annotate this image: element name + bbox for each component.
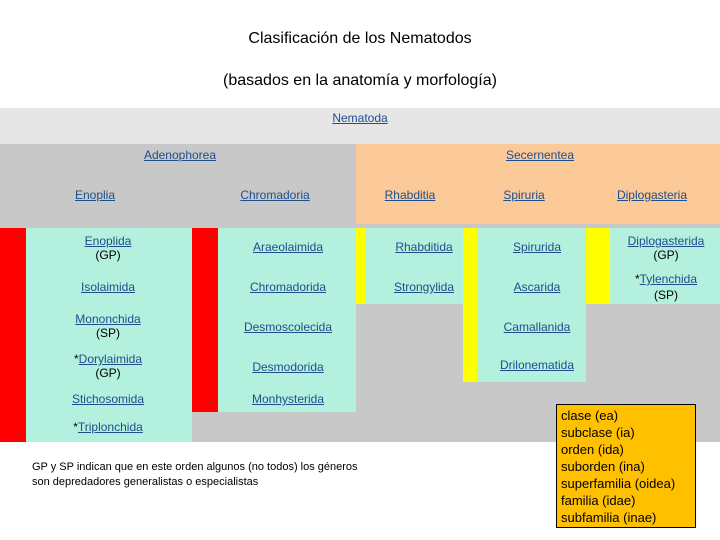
page-subtitle: (basados en la anatomía y morfología) (223, 72, 497, 89)
footnote-line-1: GP y SP indican que en este orden algunos (no todos) los géneros (32, 461, 358, 473)
page-title: Clasificación de los Nematodos (248, 30, 472, 47)
legend-item: orden (ida) (561, 442, 624, 457)
subclass-diplogasteria-link[interactable]: Diplogasteria (616, 188, 688, 202)
order-araeolaimida-link[interactable]: Araeolaimida (252, 240, 324, 254)
order-triplonchida-row (58, 420, 158, 434)
red-bar-enoplia (0, 228, 26, 442)
order-diplogasterida-tag: (GP) (653, 248, 679, 262)
predator-asterisk: * (73, 420, 78, 434)
class-adenophorea-link[interactable]: Adenophorea (143, 148, 217, 162)
order-tylenchida-row (616, 272, 716, 286)
predator-asterisk: * (634, 272, 640, 286)
yellow-bar-diplogasteria (586, 228, 610, 304)
legend-item: clase (ea) (561, 408, 619, 423)
order-drilonematida-link[interactable]: Drilonematida (499, 358, 575, 372)
order-camallanida-link[interactable]: Camallanida (503, 320, 571, 334)
order-rhabditida-link[interactable]: Rhabditida (395, 240, 453, 254)
order-dorylaimida-row (58, 352, 158, 366)
order-dorylaimida-link[interactable]: Dorylaimida (78, 352, 143, 366)
order-monhysterida-link[interactable]: Monhysterida (251, 392, 325, 406)
class-secernentea-link[interactable]: Secernentea (505, 148, 575, 162)
order-desmodorida-link[interactable]: Desmodorida (252, 360, 324, 374)
yellow-bar-rhabditia (356, 228, 366, 304)
red-bar-chromadoria (192, 228, 218, 412)
subclass-chromadoria-link[interactable]: Chromadoria (240, 188, 310, 202)
legend-item: subfamilia (inae) (561, 510, 657, 525)
legend-item: superfamilia (oidea) (561, 476, 676, 491)
order-chromadorida-link[interactable]: Chromadorida (249, 280, 327, 294)
order-isolaimida-link[interactable]: Isolaimida (80, 280, 136, 294)
order-triplonchida-link[interactable]: Triplonchida (77, 420, 143, 434)
order-tylenchida-tag: (SP) (654, 288, 678, 302)
order-desmoscolecida-link[interactable]: Desmoscolecida (243, 320, 333, 334)
legend-item: suborden (ina) (561, 459, 645, 474)
order-strongylida-link[interactable]: Strongylida (393, 280, 455, 294)
subclass-spiruria-link[interactable]: Spiruria (503, 188, 545, 202)
order-mononchida-link[interactable]: Mononchida (75, 312, 141, 326)
rank-suffix-legend (556, 404, 696, 528)
order-spirurida-link[interactable]: Spirurida (512, 240, 562, 254)
legend-item: subclase (ia) (561, 425, 635, 440)
order-ascarida-link[interactable]: Ascarida (513, 280, 561, 294)
subclass-rhabditia-link[interactable]: Rhabditia (384, 188, 436, 202)
order-mononchida-tag: (SP) (96, 326, 120, 340)
order-diplogasterida-link[interactable]: Diplogasterida (627, 234, 705, 248)
order-dorylaimida-tag: (GP) (95, 366, 121, 380)
subclass-enoplia-link[interactable]: Enoplia (74, 188, 116, 202)
order-stichosomida-link[interactable]: Stichosomida (71, 392, 145, 406)
legend-item: familia (idae) (561, 493, 636, 508)
predator-asterisk: * (73, 352, 79, 366)
order-tylenchida-link[interactable]: Tylenchida (639, 272, 698, 286)
footnote-line-2: son depredadores generalistas o especialistas (32, 476, 259, 488)
order-enoplida-tag: (GP) (95, 248, 121, 262)
order-enoplida-link[interactable]: Enoplida (84, 234, 132, 248)
phylum-nematoda-link[interactable]: Nematoda (332, 111, 388, 125)
